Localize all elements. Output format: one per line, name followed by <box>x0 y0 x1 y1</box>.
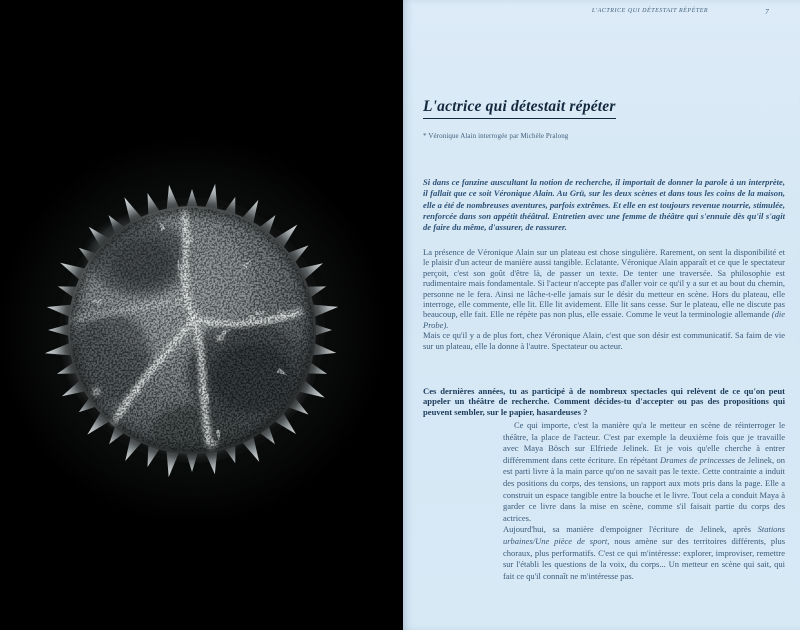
answer-1-title-italic: Drames de princesses <box>659 454 736 465</box>
article-title: L'actrice qui détestait répéter <box>423 99 616 119</box>
body-paragraph-1 <box>423 247 785 330</box>
body-paragraph-1-italic: (die Probe). <box>423 309 785 330</box>
answer-2-text-b: , nous amène sur des territoires différents, plus choraux, plus performatifs. C'est ce qui m'intéresse: explorer, improviser, remettre sur l'établi les questions de la voix, du corps... Un metteur en scène qui sait, qui fait ce qu'il connaît ne m'intéresse pas. <box>503 535 785 581</box>
right-page <box>403 0 800 630</box>
running-title: L'ACTRICE QUI DÉTESTAIT RÉPÉTER <box>591 8 709 14</box>
answer-1-text-b: de Jelinek, on est parti livre à la main parce qu'on ne savait pas le texte. Cette contrainte a induit des positions du corps, des tensions, un rapport aux mots pris dans la page. Elle a construit un espace tangible entre la bouche et le livre. Tout cela a conduit Maya à garder ce livre dans la mise en scène, comme s'il faisait partie du corps des actrices. <box>503 454 785 523</box>
answer-2-text-a: Aujourd'hui, sa manière d'empoigner l'écriture de Jelinek, après <box>503 524 758 535</box>
interview-answer <box>503 420 785 582</box>
answer-2-title-italic: Stations urbaines/Une pièce de sport <box>503 524 785 546</box>
intro-paragraph: Si dans ce fanzine auscultant la notion de recherche, il importait de donner la parole à un interprète, il fallait que ce soit Véronique Alain. Au Grü, sur les deux scènes et dans tous les coins de la maison, elle a été de nombreuses aventures, parfois extrêmes. Et elle en est toujours revenue nourrie, stimulée, renforcée dans son appétit théâtral. Entretien avec une femme de théâtre qui s'ennuie dès qu'il s'agit de faire du même, d'assurer, de rassurer. <box>423 177 785 233</box>
pollen-grain <box>0 135 387 525</box>
page-number: 7 <box>765 7 769 16</box>
answer-paragraph-1 <box>503 420 785 524</box>
body-block <box>423 247 785 351</box>
interview-question: Ces dernières années, tu as participé à de nombreux spectacles qui relèvent de ce qu'on peut appeler un théâtre de recherche. Comment décides-tu d'accepter ou pas des propositions qui peuvent sembler, sur le papier, hasardeuses ? <box>423 386 785 417</box>
answer-paragraph-2 <box>503 524 785 582</box>
body-paragraph-2: Mais ce qu'il y a de plus fort, chez Véronique Alain, c'est que son désir est communicatif. Sa faim de vie sur un plateau, elle la donne à l'autre. Spectateur ou acteur. <box>423 330 785 351</box>
answer-1-text-a: Ce qui importe, c'est la manière qu'a le metteur en scène de réinterroger le théâtre, la place de l'acteur. C'est par exemple la deuxième fois que je travaille avec Maya Bösch sur Elfriede Jelinek. Et je vois qu'elle cherche à entrer différemment dans cette écriture. En répétant <box>503 420 785 465</box>
body-paragraph-1-text: La présence de Véronique Alain sur un plateau est chose singulière. Rarement, on sent la disponibilité et le plaisir d'un acteur de manière aussi tangible. Eclatante. Véronique Alain apparaît et ce que le spectateur perçoit, c'est son goût d'être là, de passer un texte. De tenter une traversée. Sa philosophie est rudimentaire mais fondamentale. Si l'acteur n'accepte pas d'aller voir ce qu'il y a sur et au bout du chemin, personne ne le fera. Ainsi ne lâche-t-elle jamais sur le désir du metteur en scène. Hors du plateau, elle interroge, elle commente, elle lit. Elle lit avidement. Elle lit sans cesse. Sur le plateau, elle ne discute pas beaucoup, elle fait. Elle ne répète pas non plus, elle essaie. Comme le veut la terminologie allemande <box>423 247 785 320</box>
credit-line: * Véronique Alain interrogée par Michèle Pralong <box>423 132 569 140</box>
